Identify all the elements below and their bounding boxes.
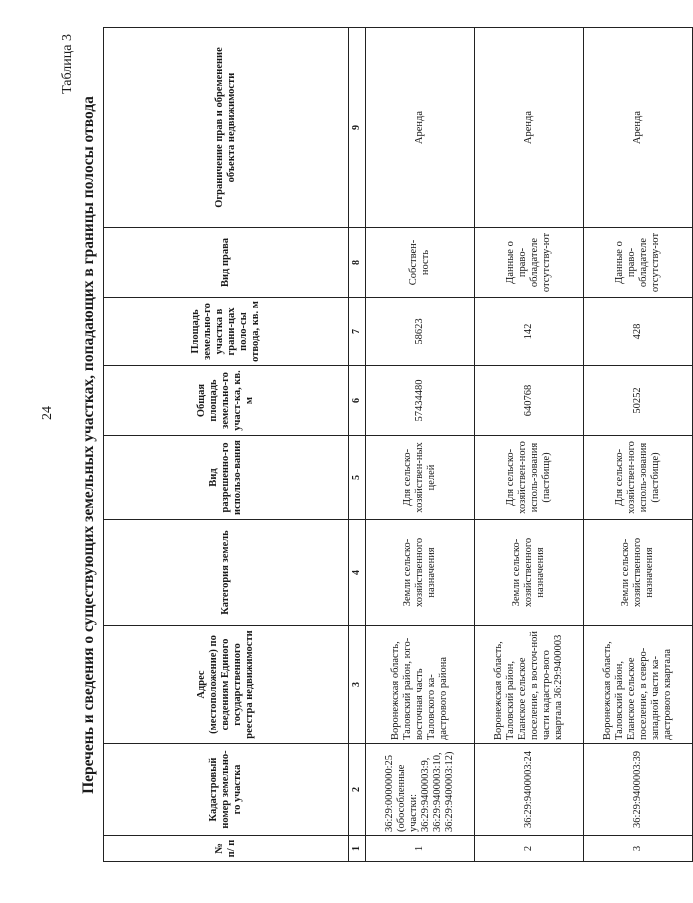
column-number: 6: [349, 366, 366, 436]
total-area: 640768: [475, 366, 584, 436]
strip-area: 142: [475, 298, 584, 366]
right-type: Данные о право-обладателе отсутству-ют: [584, 228, 693, 298]
address: Воронежская область, Таловский район, Еланское сельское поселение, в северо-западной части ка-дастрового квартала: [584, 626, 693, 744]
cadastral-number: 36:29:9400003:24: [475, 744, 584, 836]
header-cell: Вид права: [104, 228, 349, 298]
restriction: Аренда: [584, 28, 693, 228]
column-number: 8: [349, 228, 366, 298]
column-number: 3: [349, 626, 366, 744]
header-cell: Ограничение прав и обременение объекта недвижимости: [104, 28, 349, 228]
row-number: 1: [366, 836, 475, 862]
permitted-use: Для сельско-хозяйствен-ного исполь-зования (пастбище): [475, 436, 584, 520]
land-category: Земли сельско-хозяйственного назначения: [366, 520, 475, 626]
address: Воронежская область, Таловский район, юго-восточная часть Таловского ка-дастрового района: [366, 626, 475, 744]
land-category: Земли сельско-хозяйственного назначения: [475, 520, 584, 626]
cadastral-number: 36:29:9400003:39: [584, 744, 693, 836]
document-title: Перечень и сведения о существующих земельных участках, попадающих в границы полосы отвода: [80, 96, 97, 794]
column-number: 7: [349, 298, 366, 366]
row-number: 3: [584, 836, 693, 862]
right-type: Данные о право-обладателе отсутству-ют: [475, 228, 584, 298]
row-number: 2: [475, 836, 584, 862]
cadastral-number: 36:29:0000000:25 (обособленные участки: 36:29:9400003:9, 36:29:9400003:10, 36:29:9400003:12): [366, 744, 475, 836]
total-area: 50252: [584, 366, 693, 436]
column-number: 4: [349, 520, 366, 626]
header-cell: № п/ п: [104, 836, 349, 862]
column-number: 2: [349, 744, 366, 836]
land-plots-table: [103, 27, 693, 862]
table-row: [475, 28, 584, 862]
column-number-row: [349, 28, 366, 862]
header-cell: Категория земель: [104, 520, 349, 626]
page-number: 24: [40, 406, 55, 420]
column-number: 9: [349, 28, 366, 228]
header-cell: Общая площадь земельно-го участ-ка, кв. м: [104, 366, 349, 436]
column-number: 5: [349, 436, 366, 520]
strip-area: 58623: [366, 298, 475, 366]
header-cell: Кадастровый номер земельно-го участка: [104, 744, 349, 836]
header-row: [104, 28, 349, 862]
header-cell: Адрес (местоположение) по сведениям Единого государственного реестра недвижимости: [104, 626, 349, 744]
restriction: Аренда: [475, 28, 584, 228]
restriction: Аренда: [366, 28, 475, 228]
rotated-page-content: [60, 28, 674, 862]
header-cell: Вид разрешенно-го использо-вания: [104, 436, 349, 520]
table-row: [584, 28, 693, 862]
address: Воронежская область, Таловский район, Еланское сельское поселение, в восточ-ной части кадастро-вого квартала 36:29:9400003: [475, 626, 584, 744]
land-category: Земли сельско-хозяйственного назначения: [584, 520, 693, 626]
total-area: 57434480: [366, 366, 475, 436]
table-row: [366, 28, 475, 862]
table-label: Таблица 3: [60, 34, 75, 94]
strip-area: 428: [584, 298, 693, 366]
header-cell: Площадь земельно-го участка в грани-цах поло-сы отвода, кв. м: [104, 298, 349, 366]
column-number: 1: [349, 836, 366, 862]
permitted-use: Для сельско-хозяйствен-ных целей: [366, 436, 475, 520]
right-type: Собствен-ность: [366, 228, 475, 298]
permitted-use: Для сельско-хозяйствен-ного исполь-зования (пастбище): [584, 436, 693, 520]
